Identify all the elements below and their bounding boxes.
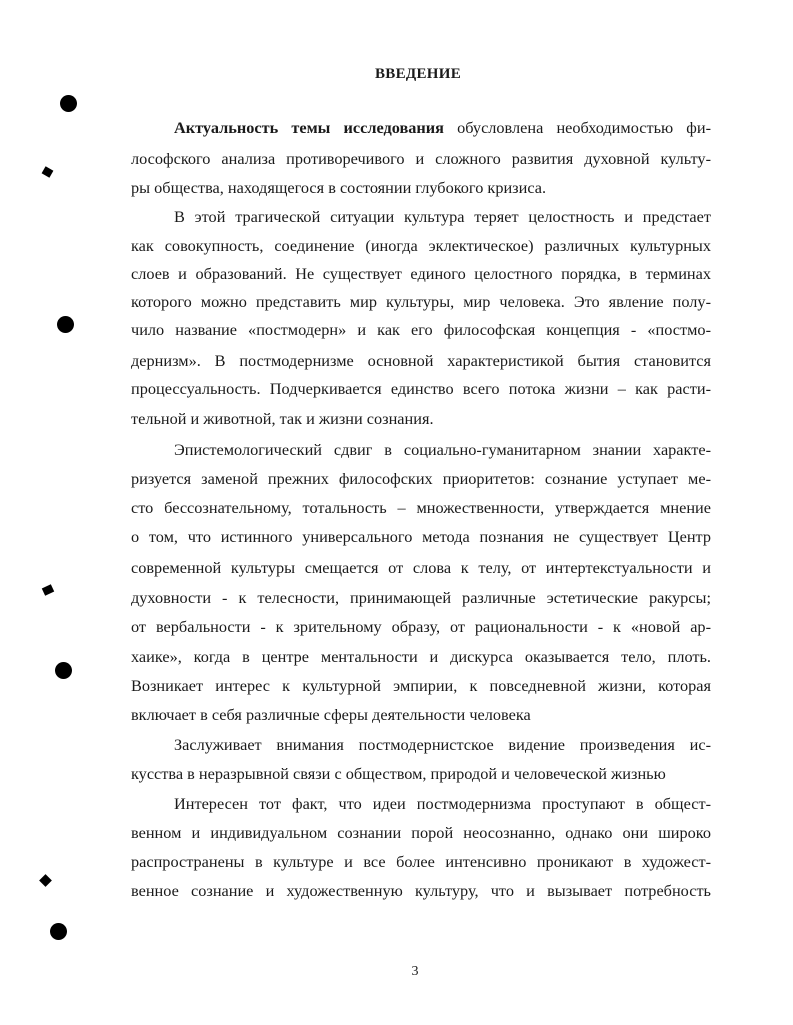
text-line: тельной и животной, так и жизни сознания. [131,409,434,428]
scan-speck [42,584,54,595]
text-line: лософского анализа противоречивого и сложного развития духовной культу- [131,149,711,168]
text-line: слоев и образований. Не существует единого целостного порядка, в терминах [131,264,711,283]
text-line: о том, что истинного универсального метода познания не существует Центр [131,527,711,546]
text-line: дернизм». В постмодернизме основной характеристикой бытия становится [131,351,711,370]
text-line: Заслуживает внимания постмодернистское видение произведения ис- [174,735,711,754]
text-line: ры общества, находящегося в состоянии глубокого кризиса. [131,178,547,197]
binder-hole-mark [50,923,67,940]
text-line: В этой трагической ситуации культура теряет целостность и предстает [174,207,711,226]
binder-hole-mark [57,316,74,333]
text-line: распространены в культуре и все более интенсивно проникают в художест- [131,852,711,871]
text-line: хаике», когда в центре ментальности и дискурса оказывается тело, плоть. [131,647,711,666]
page-title: ВВЕДЕНИЕ [374,66,462,82]
page-number: 3 [411,964,419,979]
scan-speck [42,166,54,177]
text-line: Возникает интерес к культурной эмпирии, к повседневной жизни, которая [131,676,711,695]
text-line: включает в себя различные сферы деятельности человека [131,705,531,724]
text-line: Эпистемологический сдвиг в социально-гуманитарном знании характе- [174,440,711,459]
binder-hole-mark [55,662,72,679]
text-line: Актуальность темы исследования обусловлена необходимостью фи- [174,118,711,137]
text-line: процессуальность. Подчеркивается единство всего потока жизни – как расти- [131,379,711,398]
scan-speck [39,874,52,887]
text-line: Интересен тот факт, что идеи постмодернизма проступают в общест- [174,794,711,813]
text-line: венном и индивидуальном сознании порой неосознанно, однако они широко [131,823,711,842]
text-line: сто бессознательному, тотальность – множественности, утверждается мнение [131,498,711,517]
text-line: чило название «постмодерн» и как его философская концепция - «постмо- [131,320,711,339]
text-line: венное сознание и художественную культуру, что и вызывает потребность [131,881,711,900]
binder-hole-mark [60,95,77,112]
text-line: духовности - к телесности, принимающей различные эстетические ракурсы; [131,588,711,607]
text-line: ризуется заменой прежних философских приоритетов: сознание уступает ме- [131,469,711,488]
text-line: как совокупность, соединение (иногда эклектическое) различных культурных [131,236,711,255]
text-line: кусства в неразрывной связи с обществом, природой и человеческой жизнью [131,764,666,783]
text-line: которого можно представить мир культуры, мир человека. Это явление полу- [131,292,711,311]
lead-phrase: Актуальность темы исследования [174,118,444,137]
text-line: от вербальности - к зрительному образу, от рациональности - к «новой ар- [131,617,711,636]
text-line: современной культуры смещается от слова к телу, от интертекстуальности и [131,558,711,577]
